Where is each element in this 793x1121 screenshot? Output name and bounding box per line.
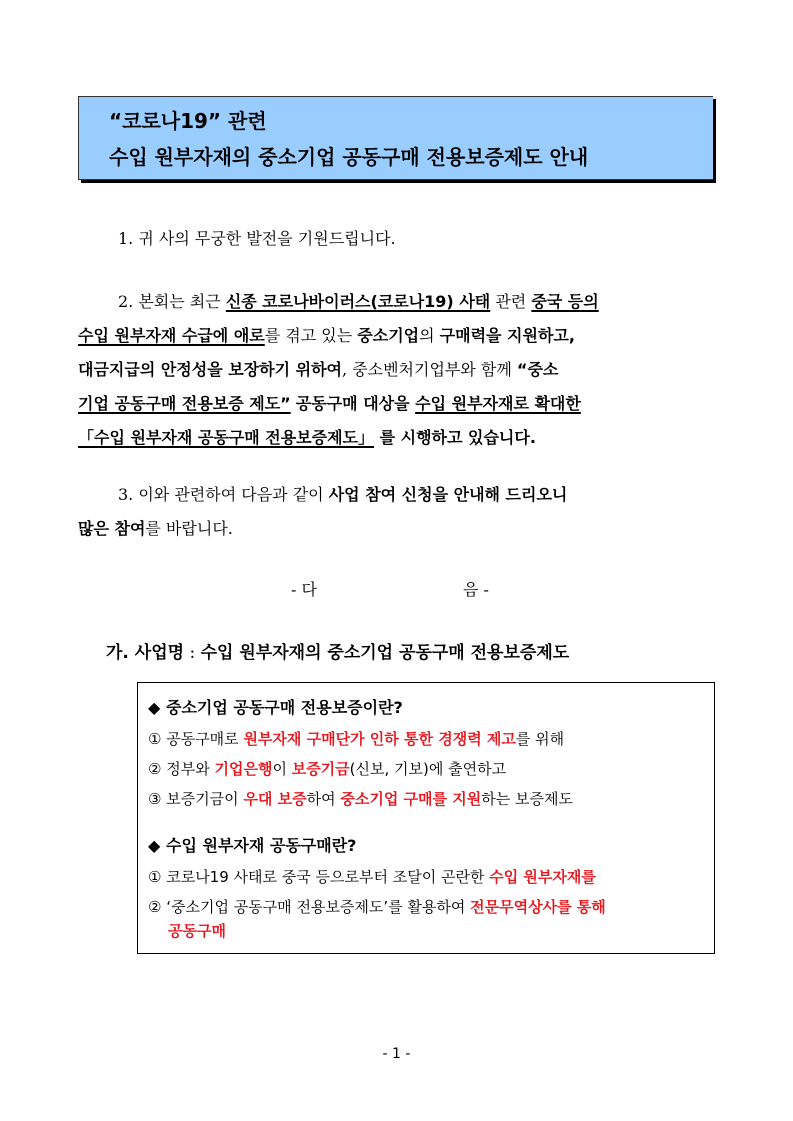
info-item-5 xyxy=(148,896,606,917)
info-text: 를 위해 xyxy=(515,730,565,748)
info-text: ① 코로나19 사태로 중국 등으로부터 조달이 곤란한 xyxy=(148,868,490,886)
info-item-1 xyxy=(148,728,564,749)
section-title xyxy=(106,638,569,663)
info-item-4 xyxy=(148,866,596,887)
info-item-5-cont xyxy=(168,920,226,941)
da-right: 음 - xyxy=(463,580,489,599)
p2-emphasis: 수입 원부자재 수급에 애로 xyxy=(78,326,265,345)
section-name: 수입 원부자재의 중소기업 공동구매 전용보증제도 xyxy=(200,643,570,663)
p3-text: 3. 이와 관련하여 다음과 같이 xyxy=(118,485,329,504)
info-head-2 xyxy=(148,833,356,856)
title-line-1: “코로나19” 관련 xyxy=(109,109,267,133)
info-text: ① 공동구매로 xyxy=(148,730,244,748)
p2-emphasis: 중국 등의 xyxy=(531,292,599,311)
info-red: 수입 원부자재를 xyxy=(489,868,596,886)
diamond-icon: ◆ xyxy=(148,698,161,717)
info-text: ② 정부와 xyxy=(148,760,215,778)
info-head-1-text: 중소기업 공동구매 전용보증이란? xyxy=(166,698,403,717)
paragraph-1 xyxy=(78,222,718,256)
info-item-2 xyxy=(148,758,506,779)
p2-text: 의 xyxy=(419,326,440,345)
p2-bold: 대금지급의 안정성을 보장하기 위하여 xyxy=(78,360,343,379)
paragraph-2 xyxy=(78,285,718,455)
info-red: 전문무역상사를 통해 xyxy=(470,898,606,916)
info-text: ② ‘중소기업 공동구매 전용보증제도’를 활용하여 xyxy=(148,898,471,916)
p2-bold: 구매력을 지원하고, xyxy=(439,326,575,345)
p2-text: 2. 본회는 최근 xyxy=(118,292,226,311)
info-item-3 xyxy=(148,788,573,809)
p2-bold: 중소기업 xyxy=(357,326,420,345)
p2-text: 를 겪고 있는 xyxy=(264,326,358,345)
paragraph-3 xyxy=(78,478,718,546)
title-line-2: 수입 원부자재의 중소기업 공동구매 전용보증제도 안내 xyxy=(109,145,589,169)
info-text: ③ 보증기금이 xyxy=(148,790,244,808)
diamond-icon: ◆ xyxy=(148,836,161,855)
da-left: - 다 xyxy=(291,580,317,599)
section-sep: : xyxy=(184,643,201,663)
info-head-2-text: 수입 원부자재 공동구매란? xyxy=(166,836,357,855)
info-text: 하는 보증제도 xyxy=(481,790,573,808)
p3-text: 를 바랍니다. xyxy=(145,519,233,538)
p2-text: 관련 xyxy=(490,292,532,311)
p2-emphasis: 신종 코로나바이러스(코로나19) 사태 xyxy=(225,292,491,311)
info-text: 하여 xyxy=(306,790,341,808)
section-lead: 가. 사업명 xyxy=(106,643,185,663)
p2-text: , 중소벤처기업부와 함께 xyxy=(342,360,517,379)
p2-emphasis: 「수입 원부자재 공동구매 전용보증제도」 xyxy=(78,428,375,447)
info-red: 우대 보증 xyxy=(243,790,307,808)
info-red: 기업은행 xyxy=(214,760,273,778)
info-text: 이 xyxy=(272,760,292,778)
info-box xyxy=(137,682,715,954)
info-red: 보증기금 xyxy=(291,760,350,778)
p2-bold: 를 시행하고 있습니다. xyxy=(374,428,536,447)
info-red: 원부자재 구매단가 인하 통한 경쟁력 제고 xyxy=(243,730,516,748)
info-text: (신보, 기보)에 출연하고 xyxy=(349,760,507,778)
p2-emphasis: 수입 원부자재로 확대한 xyxy=(415,394,581,413)
info-red: 공동구매 xyxy=(168,922,226,940)
p3-bold: 사업 참여 신청을 안내해 드리오니 xyxy=(328,485,568,504)
info-head-1 xyxy=(148,695,403,718)
paragraph-1-text: 1. 귀 사의 무궁한 발전을 기원드립니다. xyxy=(118,229,396,248)
title-box xyxy=(78,96,713,180)
info-red: 중소기업 구매를 지원 xyxy=(340,790,482,808)
page-number: - 1 - xyxy=(382,1046,411,1062)
p2-bold: 공동구매 대상을 xyxy=(295,394,416,413)
p2-bold: “중소 xyxy=(516,360,559,379)
p2-emphasis: 기업 공동구매 전용보증 제도” xyxy=(78,394,291,413)
p3-bold: 많은 참여 xyxy=(78,519,146,538)
